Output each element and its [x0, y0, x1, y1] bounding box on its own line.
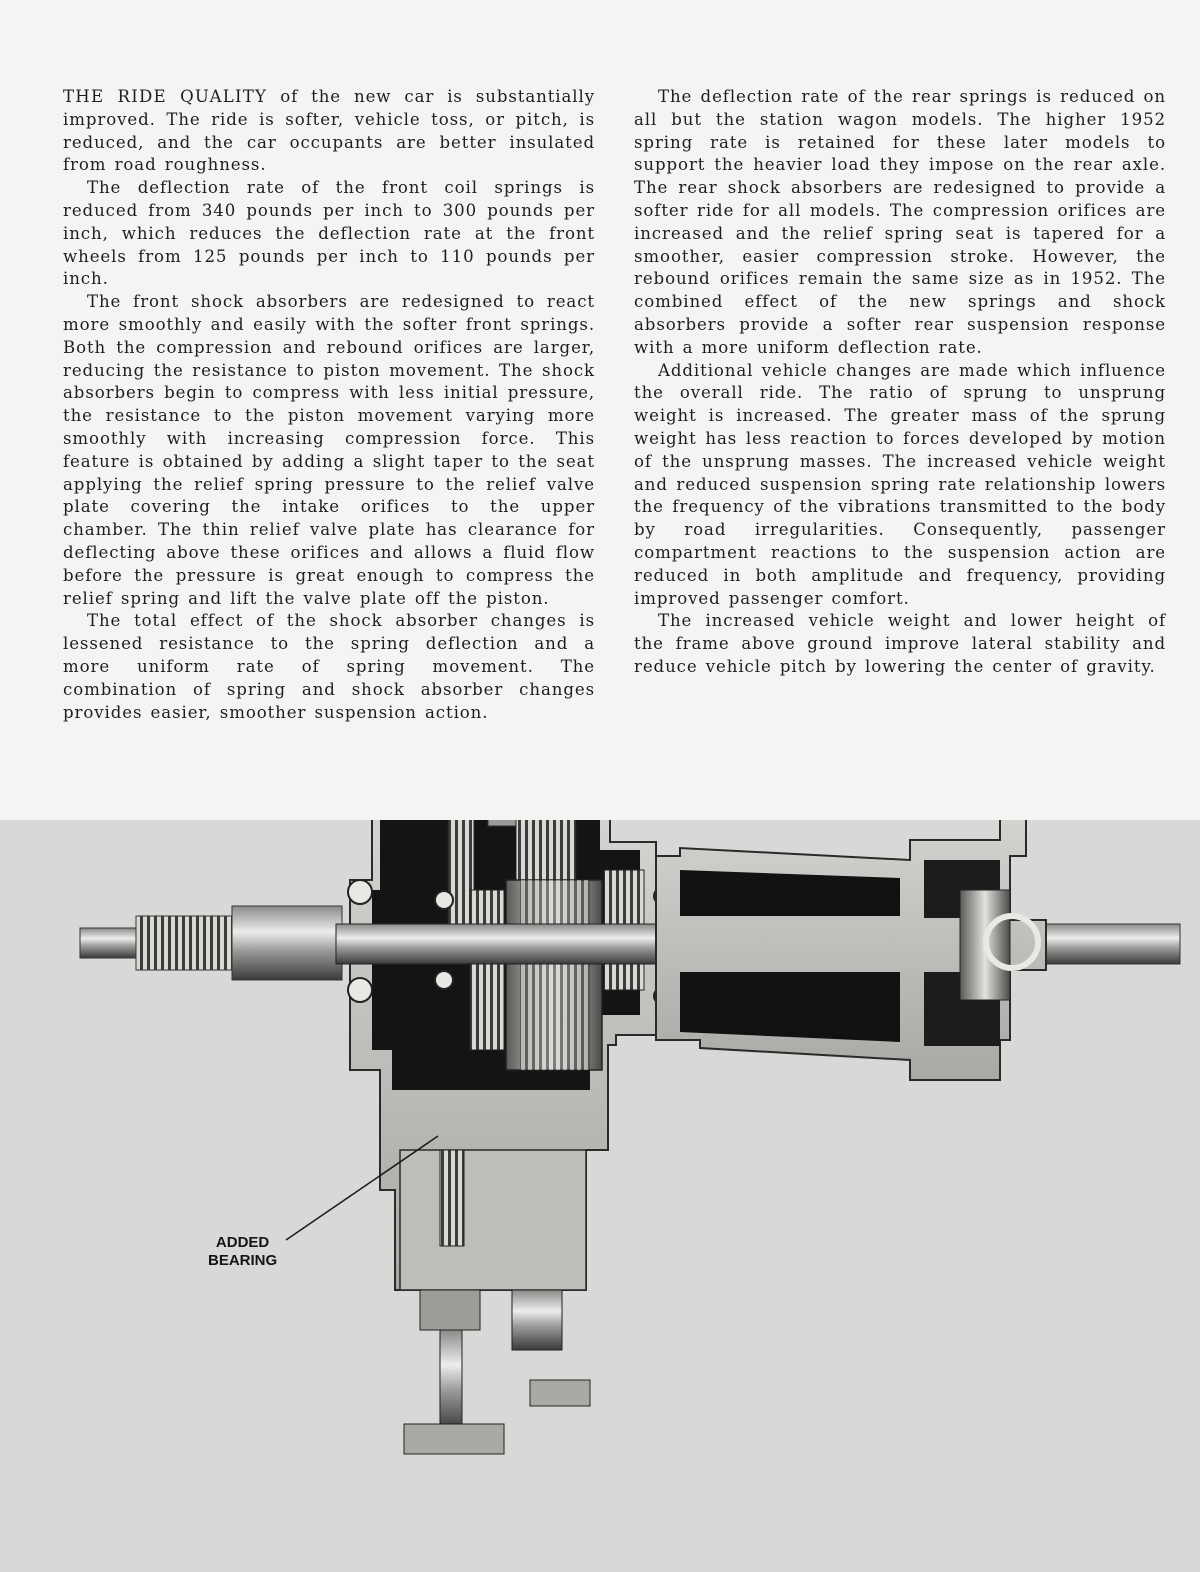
paragraph-ride-quality [63, 86, 595, 177]
paragraph-rear-springs: The deflection rate of the rear springs is reduced on all but the station wagon models. The higher 1952 spring rate is retained for these later models to support the heavier load they impose on the rear axle. The rear shock absorbers are redesigned to provide a softer ride for all models. The compression orifices are increased and the relief spring seat is tapered for a smoother, easier compression stroke. However, the rebound orifices remain the same size as in 1952. The combined effect of the new springs and shock absorbers provide a softer rear suspension response with a more uniform deflection rate. [634, 87, 1166, 357]
transmission-cutaway-figure [0, 820, 1200, 1572]
callout-label-line2: BEARING [208, 1252, 278, 1269]
paragraph-total-effect: The total effect of the shock absorber changes is lessened resistance to the spring deflection and a more uniform rate of spring movement. The combination of spring and shock absorber changes provides easier, smoother suspension action. [63, 611, 595, 722]
section-lead-in: THE RIDE QUALITY [63, 87, 268, 106]
extension-housing [656, 820, 1046, 1080]
input-shaft [80, 906, 342, 980]
left-text-column [63, 86, 595, 724]
right-text-column [634, 86, 1166, 679]
paragraph-vehicle-changes: Additional vehicle changes are made which influence the overall ride. The ratio of sprung to unsprung weight is increased. The greater mass of the sprung weight has less reaction to forces developed by motion of the unsprung masses. The increased vehicle weight and reduced suspension spring rate relationship lowers the frequency of the vibrations transmitted to the body by road irregularities. Consequently, passenger compartment reactions to the suspension action are reduced in both amplitude and frequency, providing improved passenger comfort. [634, 360, 1166, 608]
transmission-cutaway-illustration [0, 820, 1200, 1572]
shift-control-assembly [400, 1150, 590, 1454]
paragraph-front-springs: The deflection rate of the front coil springs is reduced from 340 pounds per inch to 300 pounds per inch, which reduces the deflection rate at the front wheels from 125 pounds per inch to 110 pounds per inch. [63, 178, 595, 289]
paragraph-text: of the new car is substantially improved. The ride is softer, vehicle toss, or pitch, is reduced, and the car occupants are better insulated from road roughness. [63, 87, 595, 175]
paragraph-stability: The increased vehicle weight and lower height of the frame above ground improve lateral stability and reduce vehicle pitch by lowering the center of gravity. [634, 611, 1166, 676]
paragraph-front-shocks: The front shock absorbers are redesigned to react more smoothly and easily with the softer front springs. Both the compression and rebound orifices are larger, reducing the resistance to piston movement. The shock absorbers begin to compress with less initial pressure, the resistance to the piston movement varying more smoothly with increasing compression force. This feature is obtained by adding a slight taper to the seat applying the relief spring pressure to the relief valve plate covering the intake orifices to the upper chamber. The thin relief valve plate has clearance for deflecting above these orifices and allows a fluid flow before the pressure is great enough to compress the relief spring and lift the valve plate off the piston. [63, 292, 595, 608]
callout-label-line1: ADDED [215, 1234, 270, 1251]
added-bearing-callout [208, 1234, 277, 1270]
